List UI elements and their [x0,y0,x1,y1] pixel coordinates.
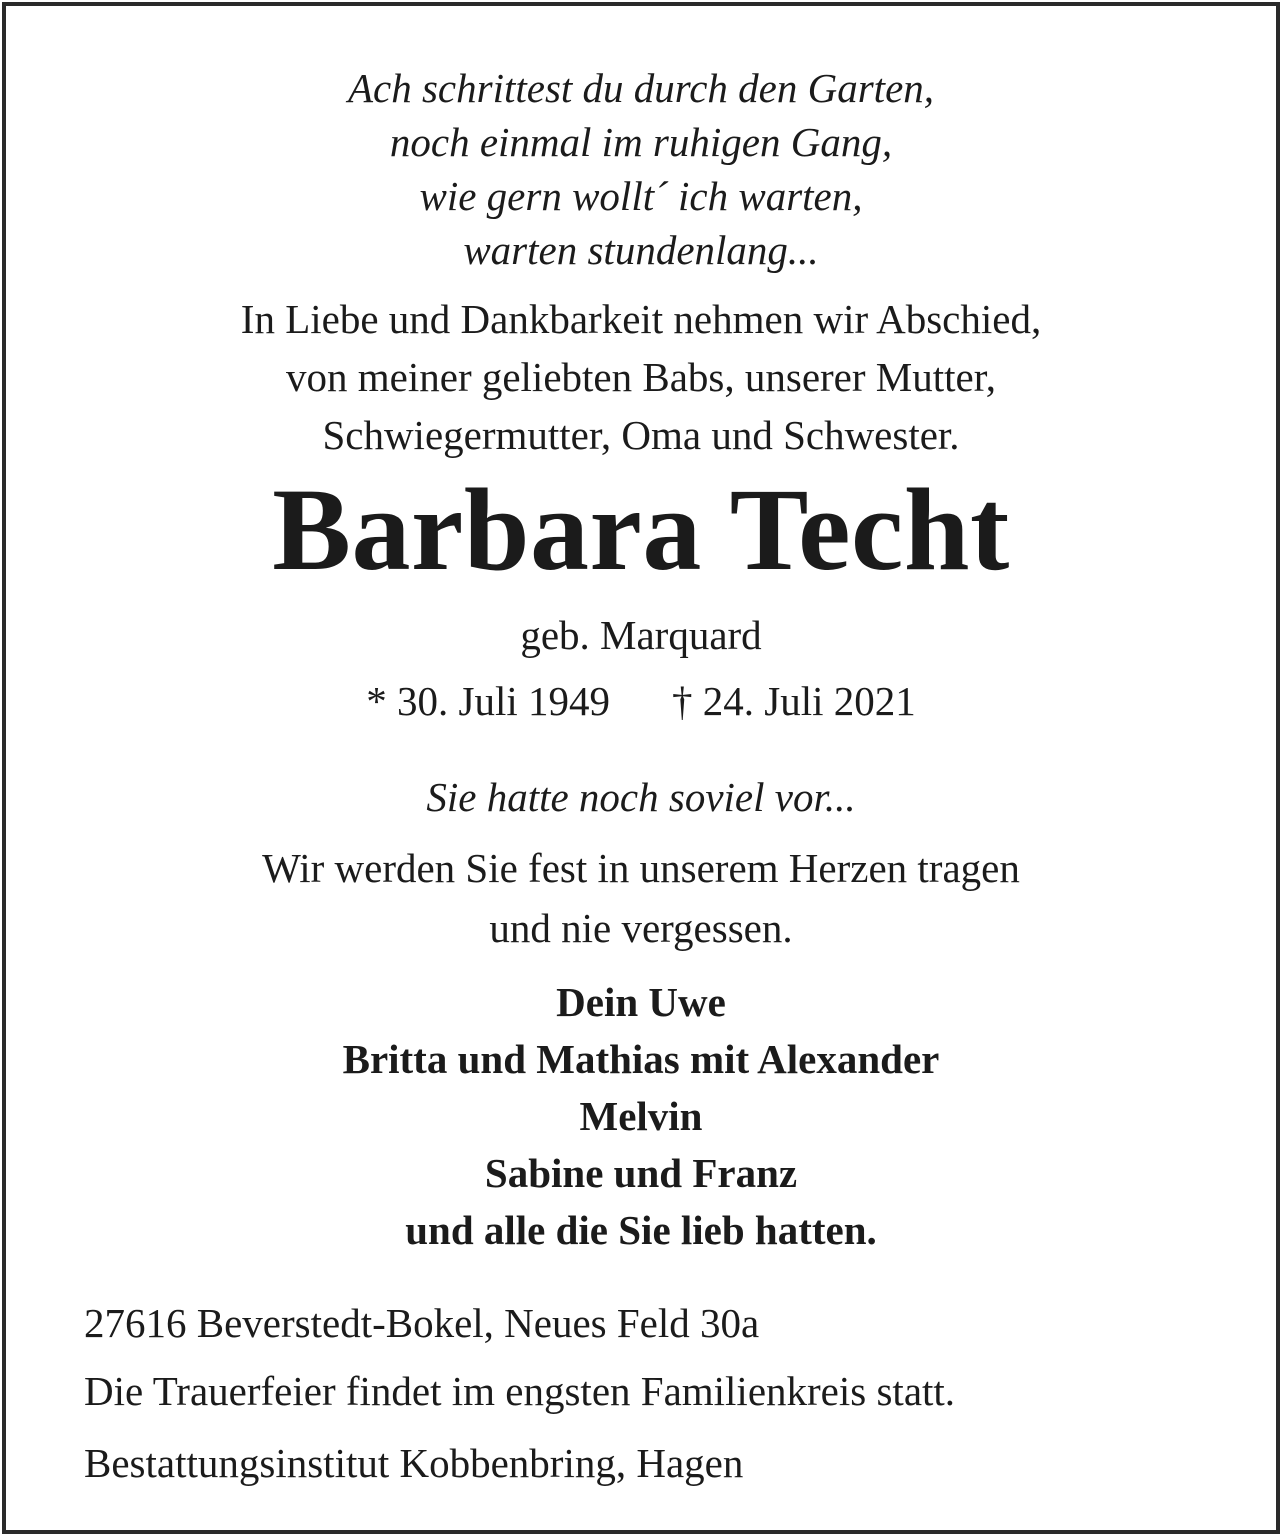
deceased-name: Barbara Techt [272,464,1010,595]
farewell-line: und nie vergessen. [489,905,793,951]
mourner: und alle die Sie lieb hatten. [405,1207,877,1253]
obituary-notice [2,2,1280,1534]
farewell-text [6,838,1276,958]
motto: Sie hatte noch soviel vor... [426,774,856,820]
life-dates [6,672,1276,730]
poem [6,61,1276,277]
ceremony-note: Die Trauerfeier findet im engsten Familienkreis statt. [84,1368,956,1414]
born-name: geb. Marquard [520,612,762,658]
death-date: † 24. Juli 2021 [672,678,916,724]
mourner: Melvin [579,1093,703,1139]
intro-text [6,290,1276,464]
mourner: Sabine und Franz [484,1150,798,1196]
birth-date: * 30. Juli 1949 [366,678,610,724]
poem-line: Ach schrittest du durch den Garten, [347,65,935,111]
poem-line: noch einmal im ruhigen Gang, [389,119,893,165]
mourner: Britta und Mathias mit Alexander [342,1036,940,1082]
intro-line: von meiner geliebten Babs, unserer Mutter, [286,354,996,400]
mourner: Dein Uwe [556,979,726,1025]
mourners-list [6,974,1276,1259]
address: 27616 Beverstedt-Bokel, Neues Feld 30a [84,1300,760,1346]
intro-line: Schwiegermutter, Oma und Schwester. [322,412,960,458]
undertaker: Bestattungsinstitut Kobbenbring, Hagen [84,1440,744,1486]
poem-line: warten stundenlang... [463,227,819,273]
poem-line: wie gern wollt´ ich warten, [419,173,863,219]
farewell-line: Wir werden Sie fest in unserem Herzen tragen [262,845,1020,891]
intro-line: In Liebe und Dankbarkeit nehmen wir Abschied, [240,296,1042,342]
